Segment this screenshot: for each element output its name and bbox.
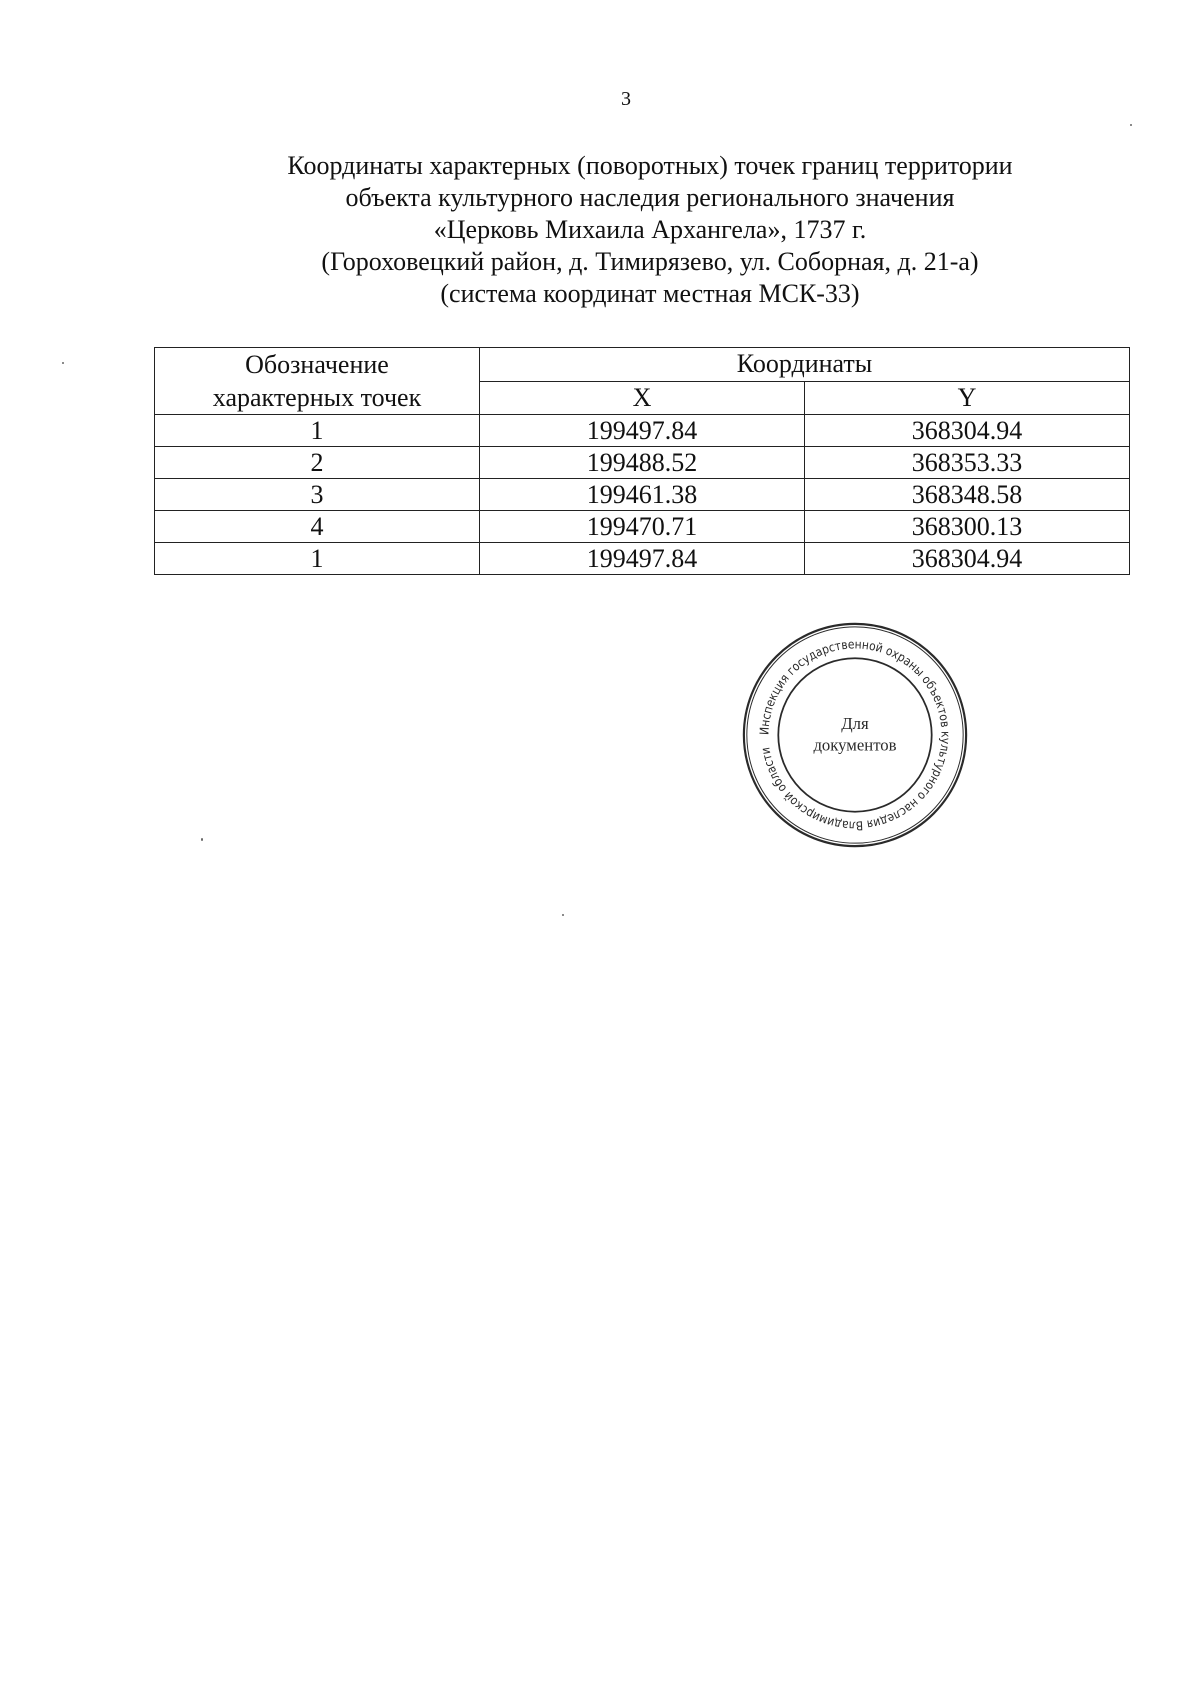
- document-title: [200, 150, 1100, 310]
- x-cell: 199497.84: [480, 543, 805, 575]
- table-row: [155, 479, 1130, 511]
- scan-speck: [1130, 124, 1132, 126]
- table-header-row: [155, 348, 1130, 382]
- x-header: X: [480, 381, 805, 415]
- point-cell: 4: [155, 511, 480, 543]
- table-row: [155, 415, 1130, 447]
- y-cell: 368304.94: [805, 543, 1130, 575]
- y-cell: 368353.33: [805, 447, 1130, 479]
- title-line-2: объекта культурного наследия регионального значения: [345, 183, 955, 212]
- coordinates-table: [154, 347, 1130, 575]
- point-label-header-line-2: характерных точек: [212, 383, 422, 412]
- y-cell: 368300.13: [805, 511, 1130, 543]
- y-header: Y: [805, 381, 1130, 415]
- point-label-header-line-1: Обозначение: [245, 350, 389, 379]
- official-stamp: [737, 617, 973, 853]
- y-cell: 368304.94: [805, 415, 1130, 447]
- x-cell: 199470.71: [480, 511, 805, 543]
- page-number: 3: [621, 88, 631, 110]
- coordinates-header: Координаты: [480, 348, 1130, 382]
- point-cell: 1: [155, 543, 480, 575]
- table-row: [155, 511, 1130, 543]
- table-row: [155, 447, 1130, 479]
- point-label-header: [155, 348, 480, 415]
- table-row: [155, 543, 1130, 575]
- x-cell: 199461.38: [480, 479, 805, 511]
- scan-speck: [562, 914, 564, 916]
- scan-speck: [62, 362, 64, 364]
- stamp-center-line-2: документов: [813, 735, 897, 755]
- point-cell: 3: [155, 479, 480, 511]
- stamp-ring-textpath: Инспекция государственной охраны объектов культурного наследия Владимирской области: [757, 637, 953, 833]
- x-cell: 199497.84: [480, 415, 805, 447]
- x-cell: 199488.52: [480, 447, 805, 479]
- title-line-4: (Гороховецкий район, д. Тимирязево, ул. Соборная, д. 21-а): [321, 247, 979, 276]
- title-line-3: «Церковь Михаила Архангела», 1737 г.: [433, 215, 867, 244]
- stamp-center-line-1: Для: [841, 714, 869, 734]
- title-line-5: (система координат местная МСК-33): [440, 279, 860, 308]
- title-line-1: Координаты характерных (поворотных) точек границ территории: [287, 151, 1013, 180]
- y-cell: 368348.58: [805, 479, 1130, 511]
- scan-speck: [201, 838, 203, 841]
- point-cell: 2: [155, 447, 480, 479]
- point-cell: 1: [155, 415, 480, 447]
